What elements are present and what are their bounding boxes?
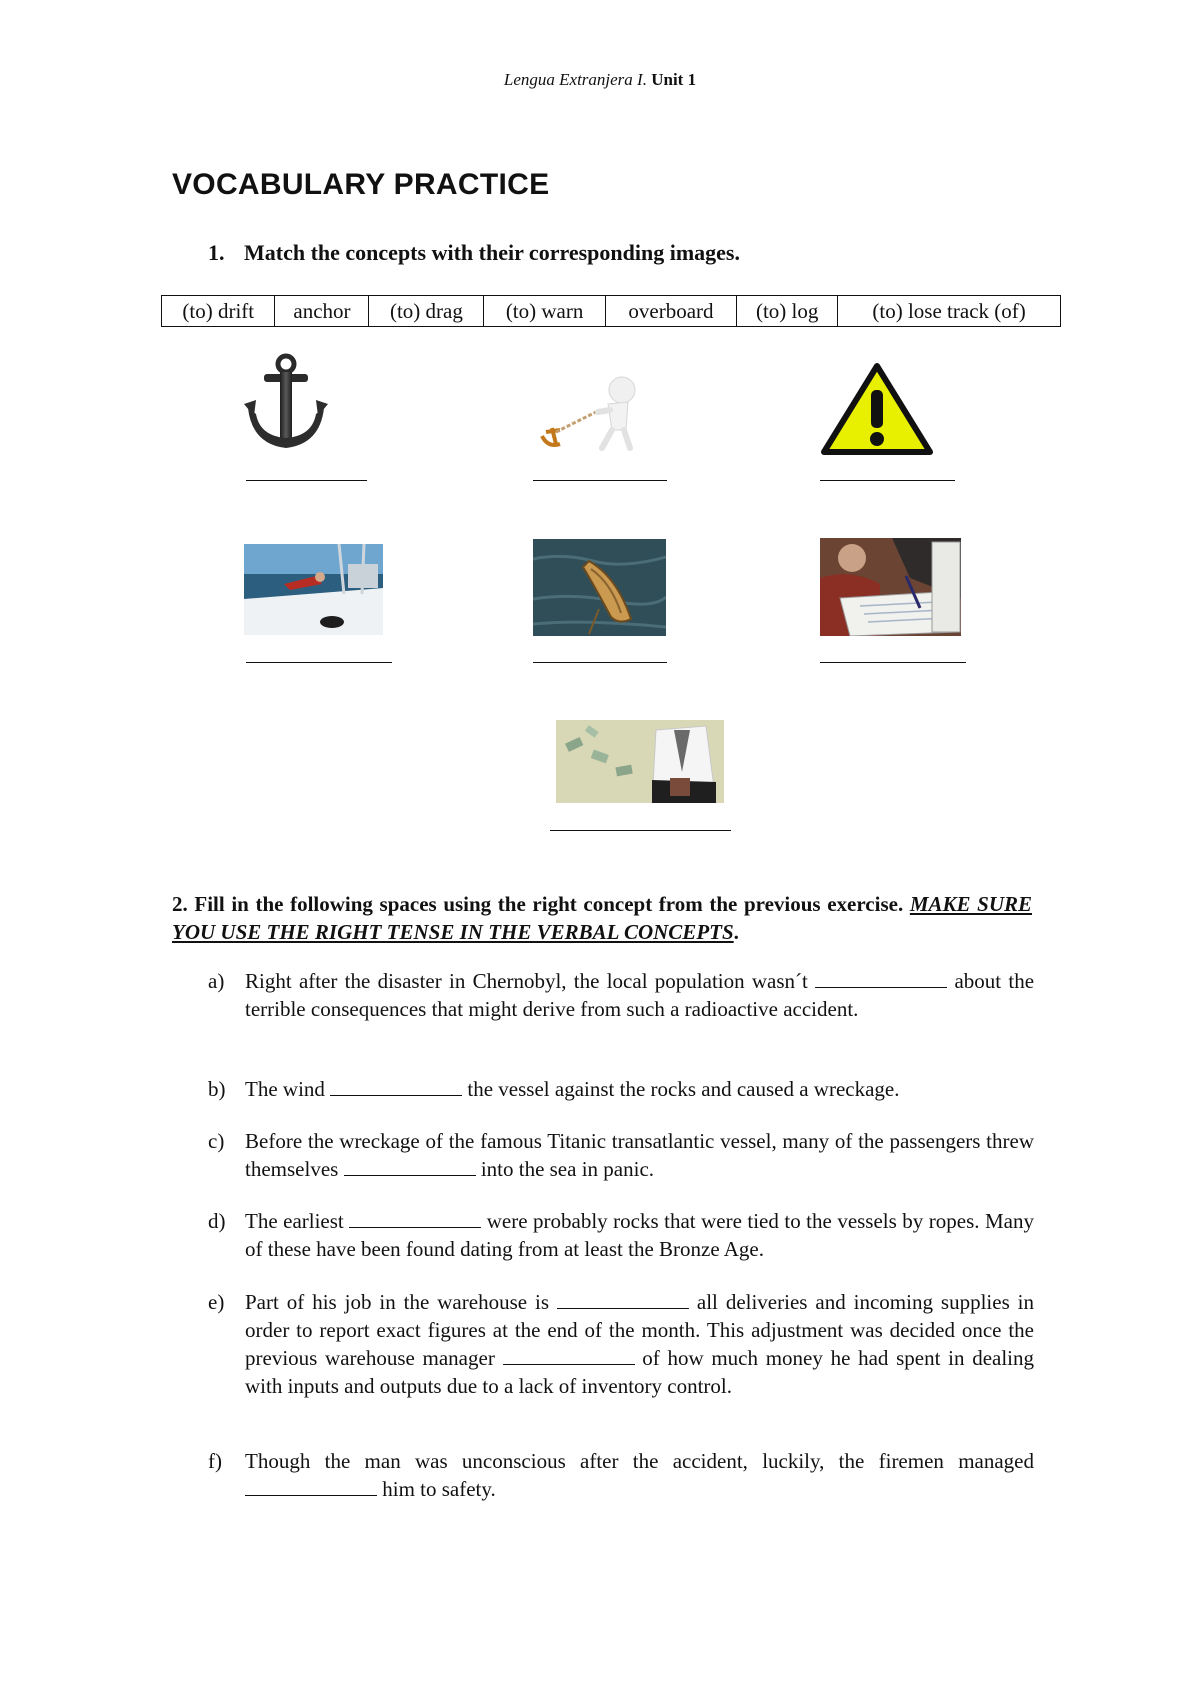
- exercise-2-emphasis: MAKE SURE YOU USE THE RIGHT TENSE IN THE VERBAL CONCEPTS: [172, 892, 1033, 944]
- blank-field[interactable]: [330, 1077, 462, 1096]
- unit-label: Unit 1: [651, 70, 697, 89]
- sentence-text: about the terrible consequences that might derive from such a radioactive accident.: [245, 969, 1035, 1021]
- concepts-row: [162, 296, 1061, 327]
- page-header: [0, 70, 1200, 90]
- answer-line-2: [533, 480, 667, 481]
- man-overboard-photo: [244, 544, 383, 635]
- exercise-2-heading: 2. Fill in the following spaces using the right concept from the previous exercise.: [172, 892, 904, 916]
- exercise-2-period: .: [733, 920, 739, 944]
- blank-field[interactable]: [557, 1290, 689, 1309]
- sentence-text: of how much money he had spent in dealing with inputs and outputs due to a lack of inventory control.: [245, 1346, 1035, 1398]
- concept-cell: anchor: [275, 296, 369, 327]
- sentence-text: the vessel against the rocks and caused a wreckage.: [467, 1077, 900, 1101]
- item-label: c): [208, 1129, 225, 1153]
- concept-cell: overboard: [605, 296, 736, 327]
- sentence-text: The wind: [245, 1077, 325, 1101]
- concept-cell: (to) drift: [162, 296, 275, 327]
- answer-line-6: [820, 662, 966, 663]
- blank-field[interactable]: [344, 1157, 476, 1176]
- exercise-1-instruction: [208, 240, 740, 266]
- item-label: e): [208, 1290, 225, 1314]
- sentence-item-a: [208, 967, 1034, 1023]
- course-name: Lengua Extranjera I.: [503, 70, 647, 89]
- exercise-1-text: Match the concepts with their corresponding images.: [244, 240, 740, 265]
- item-label: b): [208, 1077, 226, 1101]
- losing-money-photo: [556, 720, 724, 803]
- sentence-item-d: [208, 1207, 1034, 1263]
- sentence-item-e: [208, 1288, 1034, 1400]
- concept-cell: (to) drag: [369, 296, 484, 327]
- sentence-text: Before the wreckage of the famous Titanic transatlantic vessel, many of the passengers threw themselves: [245, 1129, 1034, 1181]
- answer-line-1: [246, 480, 367, 481]
- sentence-item-b: [208, 1075, 1034, 1103]
- answer-line-4: [246, 662, 392, 663]
- answer-line-5: [533, 662, 667, 663]
- sentence-text: into the sea in panic.: [480, 1157, 655, 1181]
- sentence-text: were probably rocks that were tied to the vessels by ropes. Many of these have been found dating from at least the Bronze Age.: [245, 1209, 1034, 1261]
- drifting-boat-photo: [533, 539, 666, 636]
- sentence-text: him to safety.: [382, 1477, 496, 1501]
- blank-field[interactable]: [503, 1346, 635, 1365]
- item-label: d): [208, 1209, 226, 1233]
- anchor-icon: [242, 352, 330, 452]
- answer-line-7: [550, 830, 731, 831]
- sentence-text: Right after the disaster in Chernobyl, the local population wasn´t: [245, 969, 808, 993]
- sentence-item-c: [208, 1127, 1034, 1183]
- warning-sign-icon: [820, 362, 934, 456]
- man-dragging-anchor-icon: [538, 372, 648, 452]
- sentence-text: all deliveries and incoming supplies in order to report exact figures at the end of the month. This adjustment was decided once the previous warehouse manager: [245, 1290, 1035, 1370]
- page-title: VOCABULARY PRACTICE: [172, 168, 550, 201]
- logging-notebook-photo: [820, 538, 961, 636]
- concepts-table: [161, 295, 1061, 327]
- concept-cell: (to) log: [737, 296, 838, 327]
- concept-cell: (to) lose track (of): [838, 296, 1061, 327]
- concept-cell: (to) warn: [484, 296, 605, 327]
- sentence-text: Part of his job in the warehouse is: [245, 1290, 550, 1314]
- item-label: a): [208, 969, 225, 993]
- exercise-2-instruction: [172, 890, 1032, 946]
- blank-field[interactable]: [245, 1477, 377, 1496]
- exercise-1-number: 1.: [208, 240, 225, 265]
- item-label: f): [208, 1449, 222, 1473]
- sentence-item-f: [208, 1447, 1034, 1503]
- blank-field[interactable]: [349, 1209, 481, 1228]
- sentence-text: The earliest: [245, 1209, 344, 1233]
- answer-line-3: [820, 480, 955, 481]
- blank-field[interactable]: [815, 969, 947, 988]
- sentence-text: Though the man was unconscious after the accident, luckily, the firemen managed: [245, 1449, 1034, 1473]
